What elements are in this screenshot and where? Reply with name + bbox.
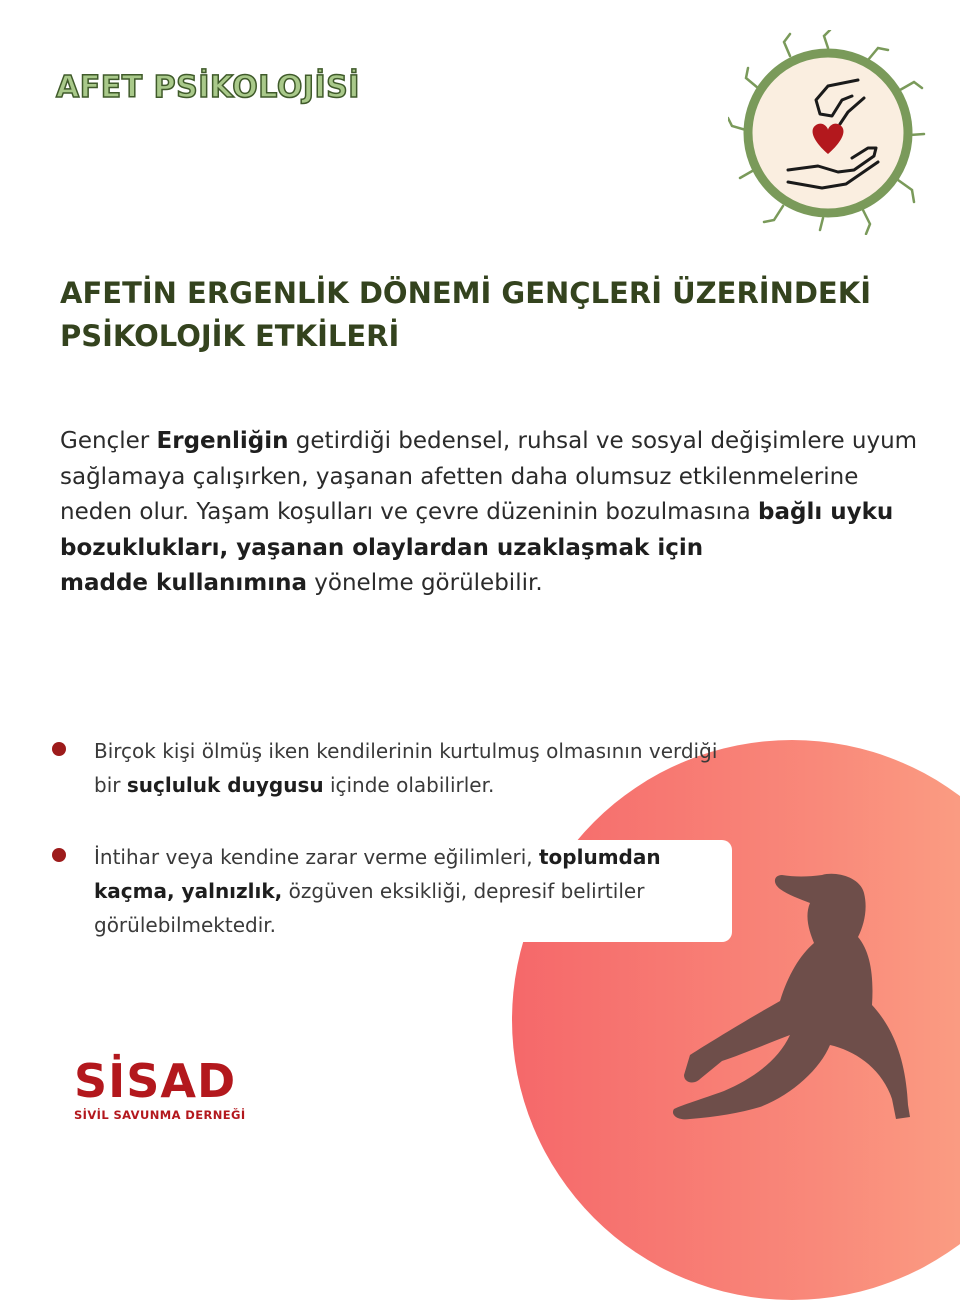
bullet-text-2 [94, 840, 732, 942]
headline-line-1: AFETİN ERGENLİK DÖNEMİ GENÇLERİ ÜZERİNDEKİ [60, 276, 872, 310]
intro-paragraph [60, 424, 920, 602]
bullet-dot-icon [52, 742, 66, 756]
intro-text-1: Gençler [60, 428, 157, 454]
hand-heart-emblem-icon [728, 30, 928, 235]
bullet-1-text-2: içinde olabilirler. [323, 773, 495, 797]
sisad-logo [74, 1056, 246, 1122]
intro-bold-3: madde kullanımına [60, 570, 307, 596]
intro-text-3: yönelme görülebilir. [306, 570, 543, 596]
bullet-1-bold: suçluluk duygusu [126, 773, 324, 797]
intro-bold-1: Ergenliğin [156, 428, 289, 454]
bullet-item-2 [52, 840, 732, 942]
logo-main-text: SİSAD [74, 1054, 237, 1108]
bullet-1-text-1: Birçok kişi ölmüş iken kendilerinin kurtulmuş olmasının verdiği bir [94, 739, 718, 797]
intro-bold-2: bağlı uyku bozuklukları, yaşanan olaylardan uzaklaşmak için [60, 499, 894, 561]
bullet-item-1 [52, 734, 732, 802]
logo-subtitle: SİVİL SAVUNMA DERNEĞİ [74, 1108, 246, 1122]
headline-line-2: PSİKOLOJİK ETKİLERİ [60, 319, 400, 353]
bullet-2-text-1: İntihar veya kendine zarar verme eğilimleri, [94, 845, 539, 869]
article-headline [60, 272, 900, 358]
page-brand-title: AFET PSİKOLOJİSİ [56, 70, 360, 105]
bullet-2-bold: toplumdan kaçma, yalnızlık, [94, 845, 661, 903]
intro-text-2: getirdiği bedensel, ruhsal ve sosyal değişimlere uyum sağlamaya çalışırken, yaşanan afetten daha olumsuz etkilenmelerine neden olur. Yaşam koşulları ve çevre düzeninin bozulmasına [60, 428, 918, 525]
bullet-dot-icon [52, 848, 66, 862]
bullet-2-text-2: özgüven eksikliği, depresif belirtiler görülebilmektedir. [94, 879, 645, 937]
bullet-text-1 [94, 734, 732, 802]
